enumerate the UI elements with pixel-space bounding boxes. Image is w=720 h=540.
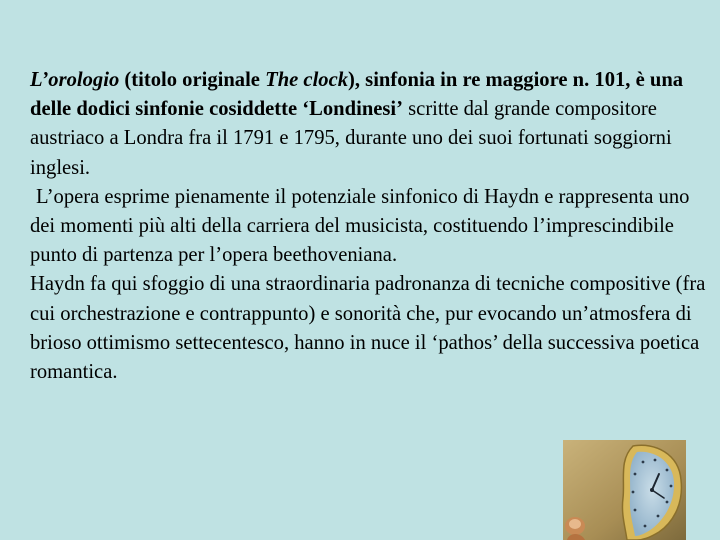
- slide-body-text: [30, 66, 706, 387]
- original-title-open: (titolo originale: [119, 69, 266, 91]
- work-title: L’orologio: [30, 69, 120, 91]
- symphony-description: ), sinfonia in re maggiore n. 101, è una delle dodici sinfonie cosiddette ‘Londinesi’: [30, 69, 684, 121]
- paragraph-3: Haydn fa qui sfoggio di una straordinaria padronanza di tecniche compositive (fra cui orchestrazione e contrappunto) e sonorità che, pur evocando un’atmosfera di brioso ottimismo settecentesco, hanno in nuce il ‘pathos’ della successiva poetica romantica.: [30, 273, 706, 384]
- intro-paragraph: [30, 66, 706, 183]
- melting-clock-icon: [563, 440, 686, 540]
- paragraph-2-text: L’opera esprime pienamente il potenziale sinfonico di Haydn e rappresenta uno dei momenti più alti della carriera del musicista, costituendo l’imprescindibile punto di partenza per l’opera beethoveniana.: [30, 185, 690, 267]
- original-title: The clock: [265, 69, 349, 91]
- intro-rest: scritte dal grande compositore austriaco a Londra fra il 1791 e 1795, durante uno dei suoi fortunati soggiorni inglesi.: [30, 98, 672, 179]
- paragraph-2: [30, 183, 706, 271]
